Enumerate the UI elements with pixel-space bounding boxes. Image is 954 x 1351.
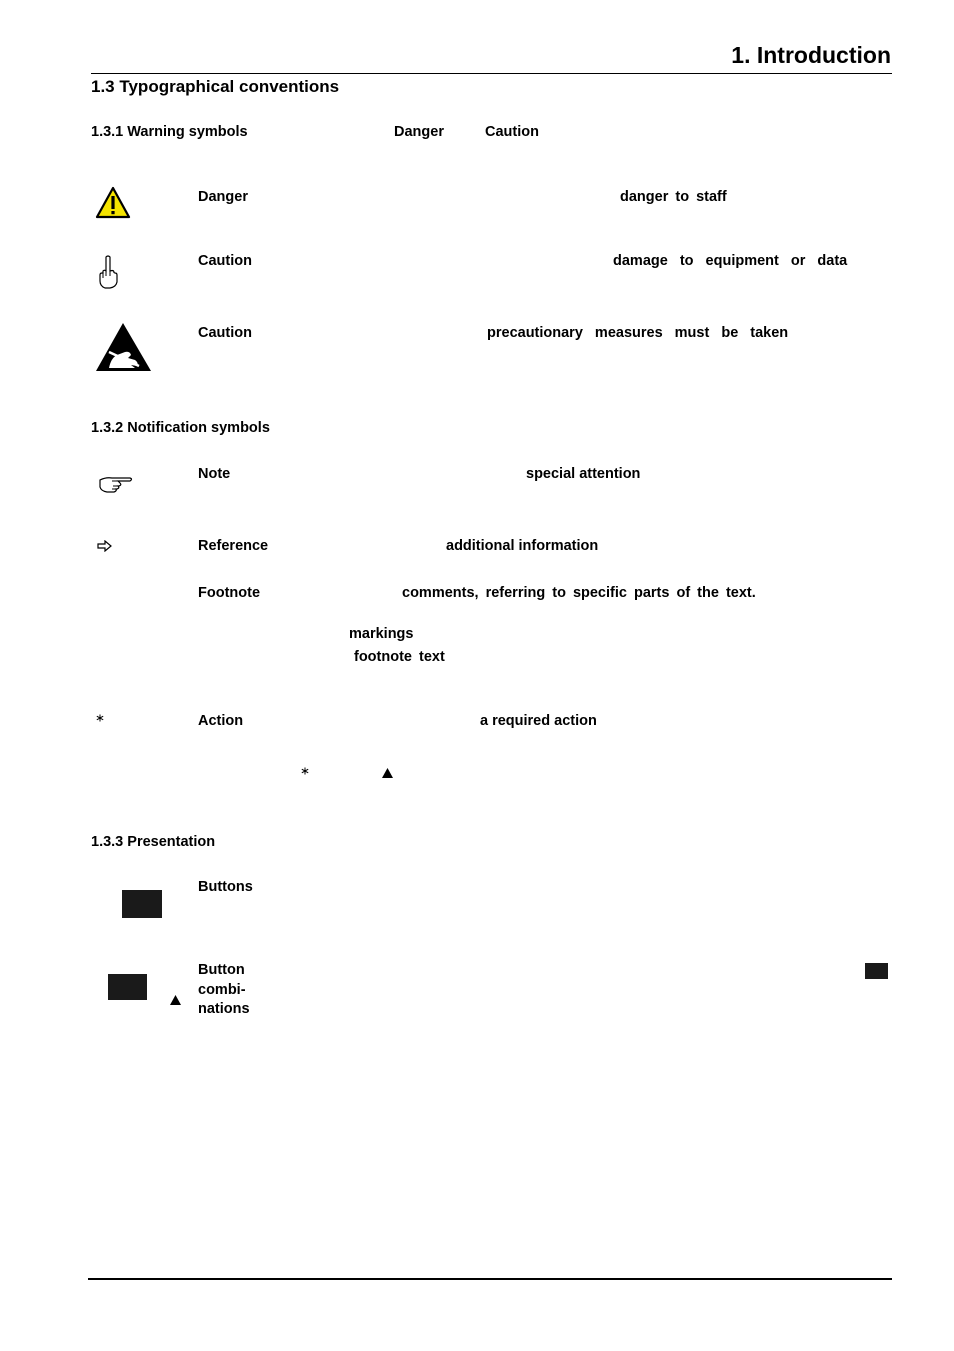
outline-arrow-icon: [97, 540, 112, 552]
caution-emphasis-2: precautionary measures must be taken: [487, 325, 789, 341]
notification-symbols-heading: 1.3.2 Notification symbols: [91, 420, 270, 436]
reference-label: Reference: [198, 538, 269, 554]
caution-label-2: Caution: [198, 325, 252, 341]
combo-label-line-3: nations: [198, 1001, 250, 1017]
action-label: Action: [198, 713, 244, 729]
pointing-hand-icon: [98, 474, 134, 496]
note-emphasis: special attention: [526, 466, 641, 482]
header-rule: [91, 73, 892, 74]
footnote-markings: markings: [349, 626, 414, 642]
inline-asterisk-icon: [301, 767, 309, 775]
danger-label: Danger: [198, 189, 248, 205]
raised-finger-icon: [97, 254, 119, 290]
combo-triangle-up-icon: [170, 995, 181, 1005]
action-emphasis: a required action: [480, 713, 597, 729]
reference-emphasis: additional information: [446, 538, 599, 554]
action-asterisk-icon: [96, 714, 104, 722]
triangle-up-icon: [382, 768, 393, 778]
footnote-text: footnote text: [354, 649, 445, 665]
caution-emphasis-1: damage to equipment or data: [613, 253, 848, 269]
caution-label-1: Caution: [198, 253, 252, 269]
combo-button-example: [108, 974, 147, 1000]
section-title: 1.3 Typographical conventions: [91, 77, 340, 96]
warning-head-caution: Caution: [485, 124, 539, 140]
buttons-label: Buttons: [198, 879, 253, 895]
footer-rule: [88, 1278, 892, 1280]
footnote-emphasis: comments, referring to specific parts of the text.: [402, 585, 756, 601]
warning-head-danger: Danger: [394, 124, 444, 140]
combo-label-line-2: combi-: [198, 982, 246, 998]
warning-triangle-icon: [95, 186, 131, 219]
button-example: [122, 890, 162, 918]
note-label: Note: [198, 466, 231, 482]
footnote-label: Footnote: [198, 585, 261, 601]
warning-symbols-heading: 1.3.1 Warning symbols: [91, 124, 248, 140]
esd-hand-icon: [95, 322, 152, 372]
presentation-heading: 1.3.3 Presentation: [91, 834, 216, 850]
danger-emphasis: danger to staff: [620, 189, 727, 205]
combo-label-line-1: Button: [198, 962, 245, 978]
chapter-title: 1. Introduction: [731, 42, 891, 68]
small-button-example: [865, 963, 888, 979]
